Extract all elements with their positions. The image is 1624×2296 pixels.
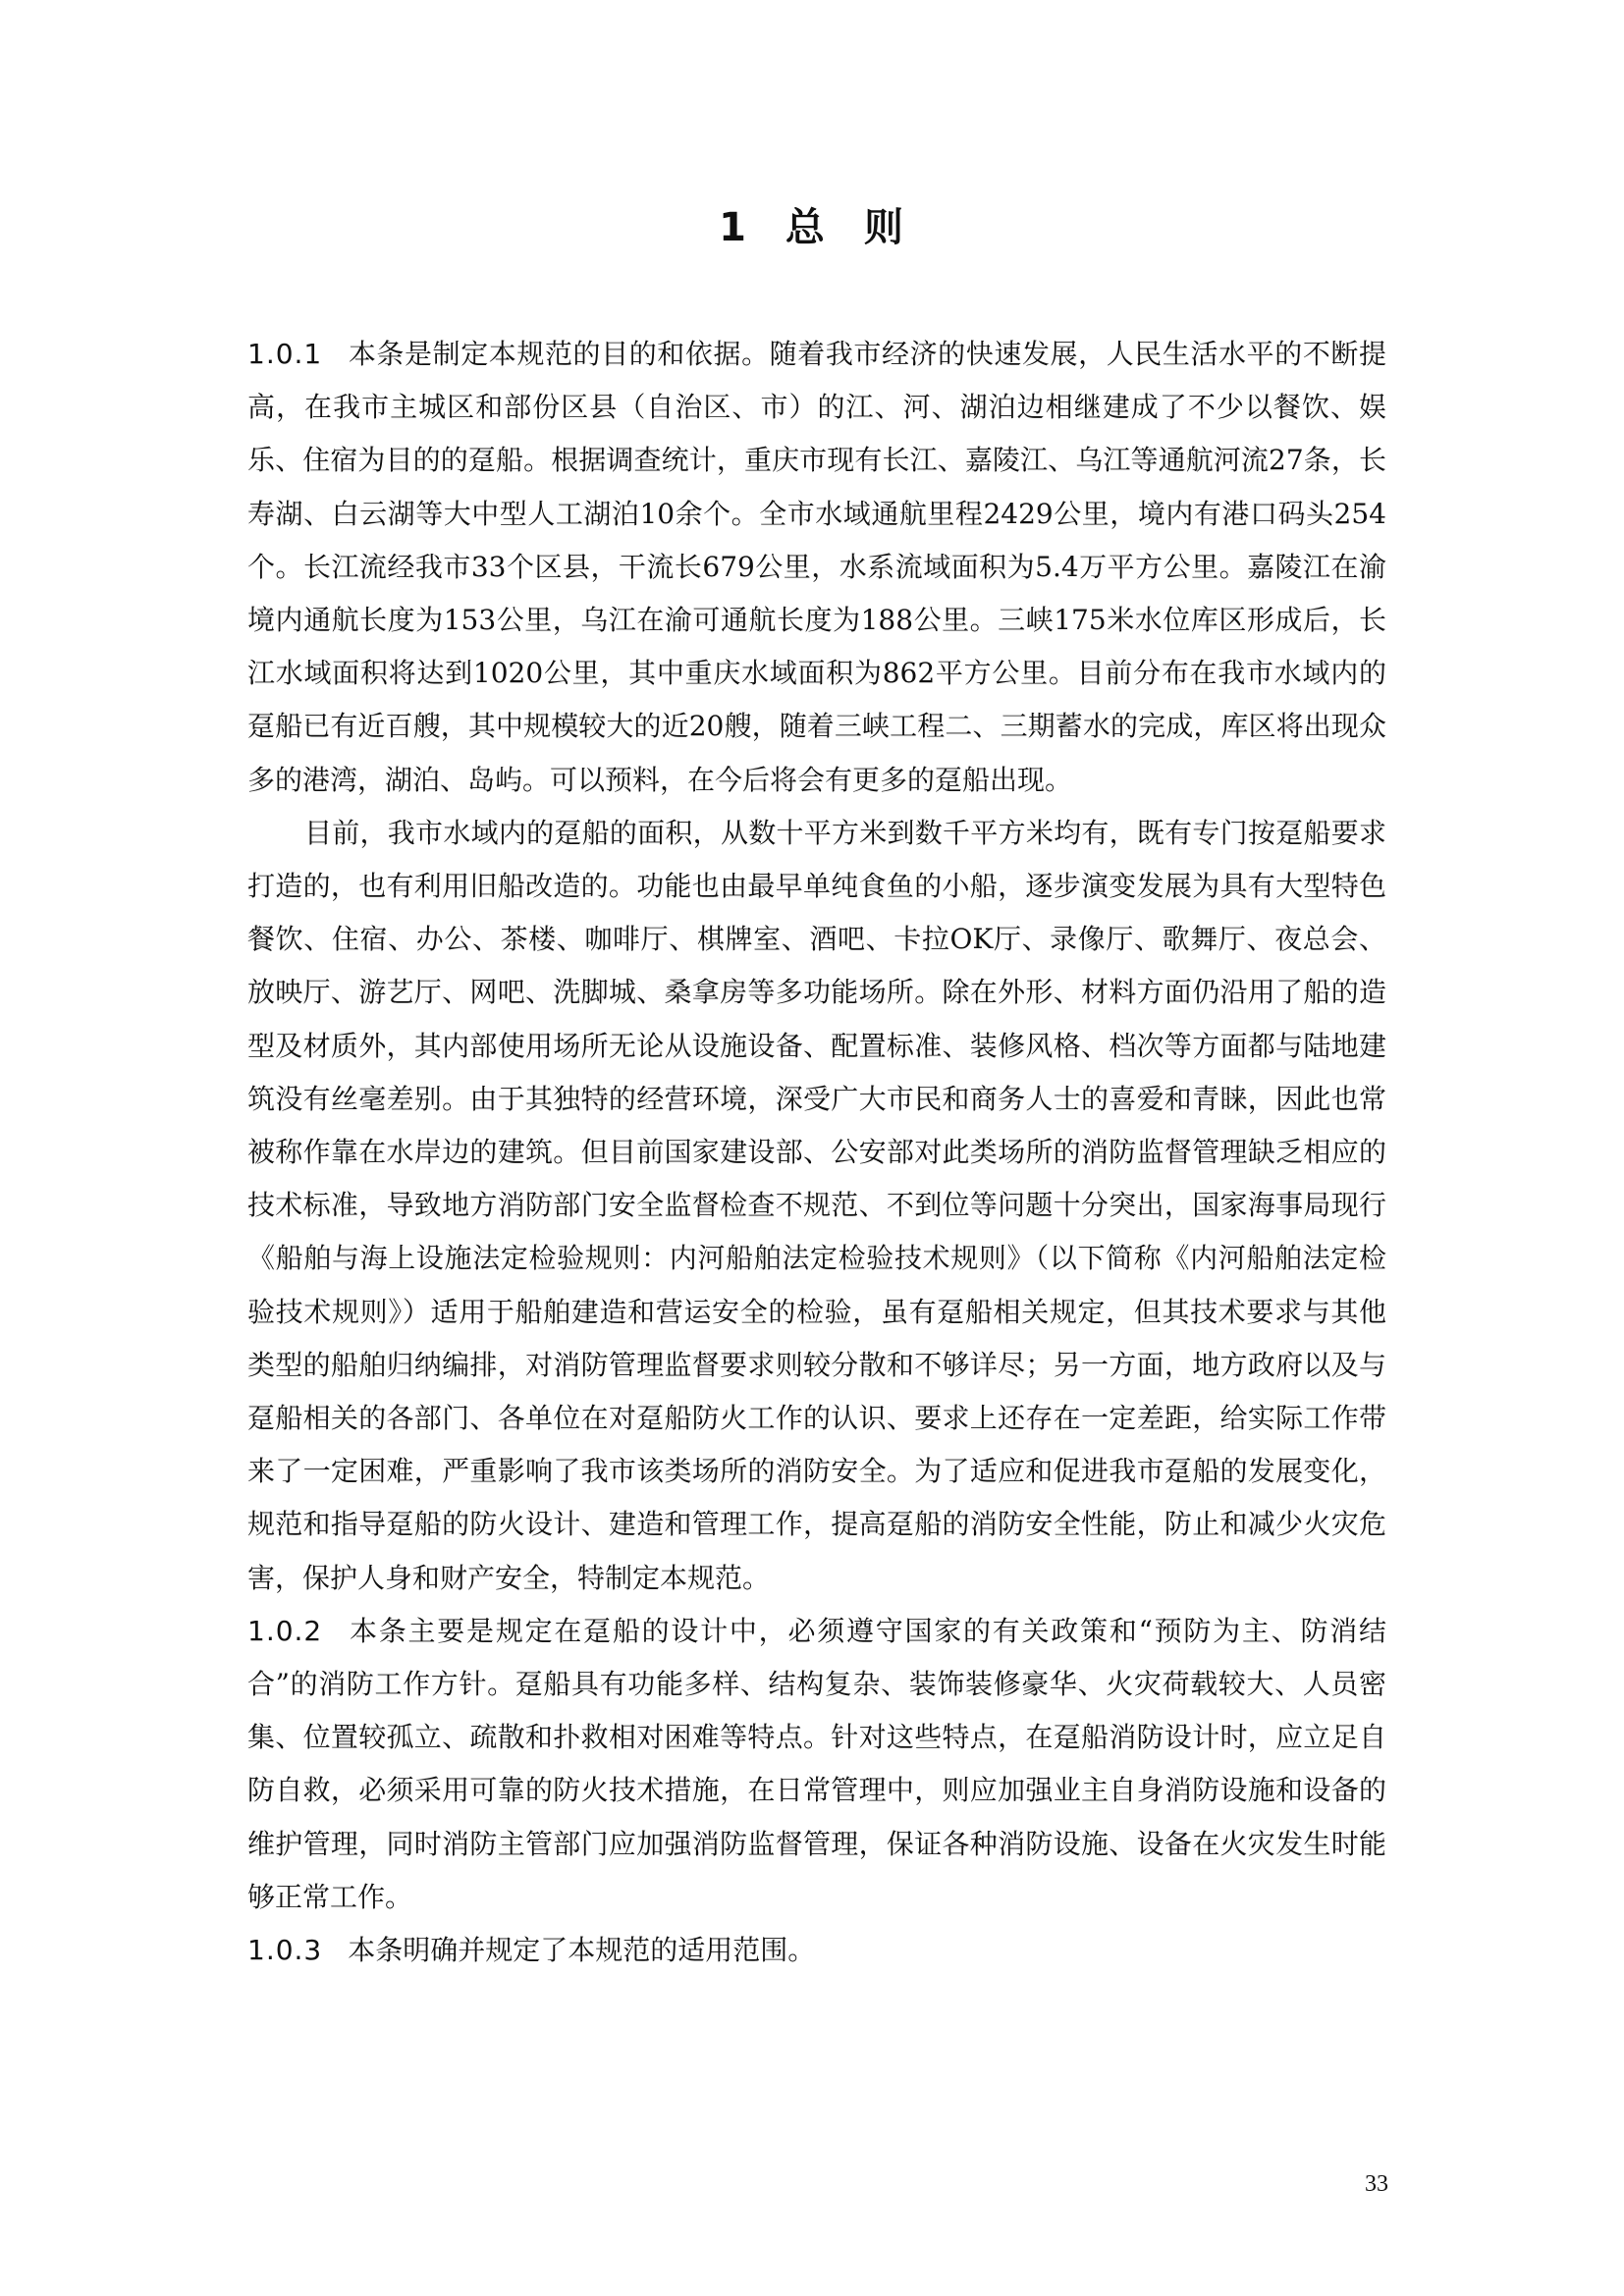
page-number: 33 [1365, 2171, 1388, 2197]
clause-number: 1.0.2 [247, 1614, 323, 1647]
clause-text: 本条主要是规定在趸船的设计中，必须遵守国家的有关政策和“预防为主、防消结合”的消防工作方针。趸船具有功能多样、结构复杂、装饰装修豪华、火灾荷载较大、人员密集、位置较孤立、疏散和扑救相对困难等特点。针对这些特点，在趸船消防设计时，应立足自防自救，必须采用可靠的防火技术措施，在日常管理中，则应加强业主自身消防设施和设备的维护管理，同时消防主管部门应加强消防监督管理，保证各种消防设施、设备在火灾发生时能够正常工作。 [247, 1614, 1386, 1913]
clause-1-0-1 [247, 328, 1386, 807]
clause-text: 本条明确并规定了本规范的适用范围。 [348, 1934, 816, 1967]
clause-text: 本条是制定本规范的目的和依据。随着我市经济的快速发展，人民生活水平的不断提高，在我市主城区和部份区县（自治区、市）的江、河、湖泊边相继建成了不少以餐饮、娱乐、住宿为目的的趸船。根据调查统计，重庆市现有长江、嘉陵江、乌江等通航河流27条，长寿湖、白云湖等大中型人工湖泊10余个。全市水域通航里程2429公里，境内有港口码头254个。长江流经我市33个区县，干流长679公里，水系流域面积为5.4万平方公里。嘉陵江在渝境内通航长度为153公里，乌江在渝可通航长度为188公里。三峡175米水位库区形成后，长江水域面积将达到1020公里，其中重庆水域面积为862平方公里。目前分布在我市水域内的趸船已有近百艘，其中规模较大的近20艘，随着三峡工程二、三期蓄水的完成，库区将出现众多的港湾，湖泊、岛屿。可以预料，在今后将会有更多的趸船出现。 [247, 338, 1386, 796]
clause-number: 1.0.3 [247, 1934, 323, 1967]
chapter-number: 1 [719, 205, 748, 250]
clause-number: 1.0.1 [247, 338, 323, 370]
chapter-title [0, 196, 1624, 252]
chapter-body [247, 328, 1386, 1977]
clause-1-0-1-continuation: 目前，我市水域内的趸船的面积，从数十平方米到数千平方米均有，既有专门按趸船要求打造的，也有利用旧船改造的。功能也由最早单纯食鱼的小船，逐步演变发展为具有大型特色餐饮、住宿、办公、茶楼、咖啡厅、棋牌室、酒吧、卡拉OK厅、录像厅、歌舞厅、夜总会、放映厅、游艺厅、网吧、洗脚城、桑拿房等多功能场所。除在外形、材料方面仍沿用了船的造型及材质外，其内部使用场所无论从设施设备、配置标准、装修风格、档次等方面都与陆地建筑没有丝毫差别。由于其独特的经营环境，深受广大市民和商务人士的喜爱和青睐，因此也常被称作靠在水岸边的建筑。但目前国家建设部、公安部对此类场所的消防监督管理缺乏相应的技术标准，导致地方消防部门安全监督检查不规范、不到位等问题十分突出，国家海事局现行《船舶与海上设施法定检验规则：内河船舶法定检验技术规则》（以下简称《内河船舶法定检验技术规则》）适用于船舶建造和营运安全的检验，虽有趸船相关规定，但其技术要求与其他类型的船舶归纳编排，对消防管理监督要求则较分散和不够详尽；另一方面，地方政府以及与趸船相关的各部门、各单位在对趸船防火工作的认识、要求上还存在一定差距，给实际工作带来了一定困难，严重影响了我市该类场所的消防安全。为了适应和促进我市趸船的发展变化，规范和指导趸船的防火设计、建造和管理工作，提高趸船的消防安全性能，防止和减少火灾危害，保护人身和财产安全，特制定本规范。 [247, 816, 1386, 1594]
clause-1-0-2 [247, 1605, 1386, 1924]
chapter-title-part1: 总 [785, 205, 827, 250]
chapter-title-part2: 则 [863, 205, 905, 250]
clause-1-0-3 [247, 1924, 1386, 1977]
